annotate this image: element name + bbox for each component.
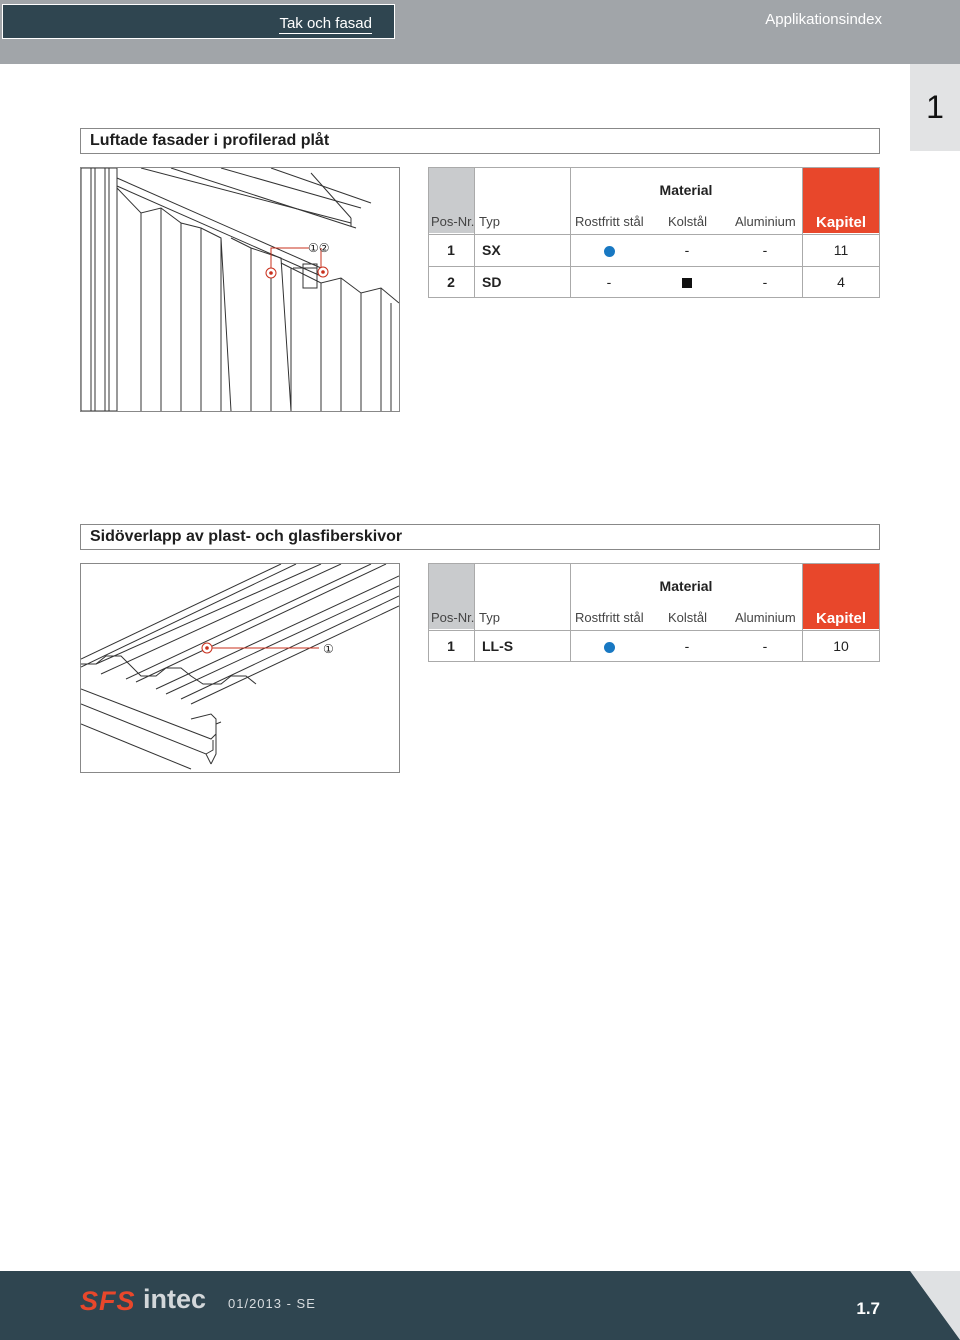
col-header-typ: Typ	[479, 214, 500, 229]
chapter-number: 1	[926, 89, 944, 125]
intec-logo: intec	[143, 1284, 207, 1314]
table-row	[428, 266, 880, 298]
sfs-logo: SFS	[80, 1286, 136, 1316]
cell-kolstal: -	[684, 242, 690, 258]
cell-typ: SD	[482, 274, 502, 290]
top-bar	[0, 0, 960, 64]
overlap-drawing	[81, 564, 399, 772]
cell-aluminium: -	[762, 638, 768, 654]
material-table-1	[428, 167, 880, 298]
col-header-aluminium: Aluminium	[735, 610, 796, 625]
cell-kapitel[interactable]: 4	[837, 274, 845, 290]
cell-pos: 1	[447, 638, 455, 654]
material-available-dot-icon	[604, 642, 615, 653]
cell-aluminium: -	[762, 274, 768, 290]
col-header-kapitel: Kapitel	[815, 214, 866, 231]
col-header-kolstal: Kolstål	[668, 610, 708, 625]
col-header-typ: Typ	[479, 610, 500, 625]
cell-aluminium: -	[762, 242, 768, 258]
cell-rostfritt: -	[606, 274, 612, 290]
cell-kapitel[interactable]: 10	[833, 638, 849, 654]
illustration-side-overlap	[80, 563, 400, 773]
cell-rostfritt	[570, 631, 648, 662]
cell-typ: LL-S	[482, 638, 514, 654]
material-square-icon	[682, 278, 692, 288]
col-header-pos: Pos-Nr.	[431, 610, 475, 625]
col-header-kapitel: Kapitel	[815, 610, 866, 627]
chapter-marker	[910, 64, 960, 151]
page-number: 1.7	[856, 1299, 880, 1318]
col-header-aluminium: Aluminium	[735, 214, 796, 229]
illustration-facade-profile	[80, 167, 400, 412]
cell-kolstal	[648, 267, 726, 298]
cell-pos: 2	[447, 274, 455, 290]
material-available-dot-icon	[604, 246, 615, 257]
facade-drawing	[81, 168, 399, 411]
table-body	[428, 630, 880, 662]
footer-corner-fold-icon	[910, 1271, 960, 1340]
tab-label[interactable]: Tak och fasad	[279, 15, 372, 32]
section-title-luftade-fasader: Luftade fasader i profilerad plåt	[80, 128, 880, 154]
table-body	[428, 234, 880, 298]
section-title-sidoverlapp: Sidöverlapp av plast- och glasfiberskivor	[80, 524, 880, 550]
cell-kapitel[interactable]: 11	[833, 242, 849, 258]
material-heading: Material	[659, 182, 713, 198]
material-heading: Material	[659, 578, 713, 594]
col-header-rostfritt: Rostfritt stål	[575, 214, 644, 229]
callout-label: ①	[323, 642, 334, 656]
col-header-kolstal: Kolstål	[668, 214, 708, 229]
material-table-2	[428, 563, 880, 662]
applikationsindex-label: Applikationsindex	[765, 11, 882, 28]
footer-date: 01/2013 - SE	[228, 1296, 316, 1311]
cell-rostfritt	[570, 235, 648, 266]
table-row	[428, 630, 880, 662]
callout-label: ①②	[308, 241, 330, 255]
table-header	[428, 167, 880, 234]
table-header	[428, 563, 880, 630]
cell-pos: 1	[447, 242, 455, 258]
col-header-rostfritt: Rostfritt stål	[575, 610, 644, 625]
cell-typ: SX	[482, 242, 501, 258]
footer	[0, 1271, 960, 1340]
cell-kolstal: -	[684, 638, 690, 654]
footer-corner	[910, 1271, 960, 1340]
table-row	[428, 234, 880, 266]
col-header-pos: Pos-Nr.	[431, 214, 475, 229]
tab-tak-och-fasad[interactable]	[2, 4, 395, 39]
